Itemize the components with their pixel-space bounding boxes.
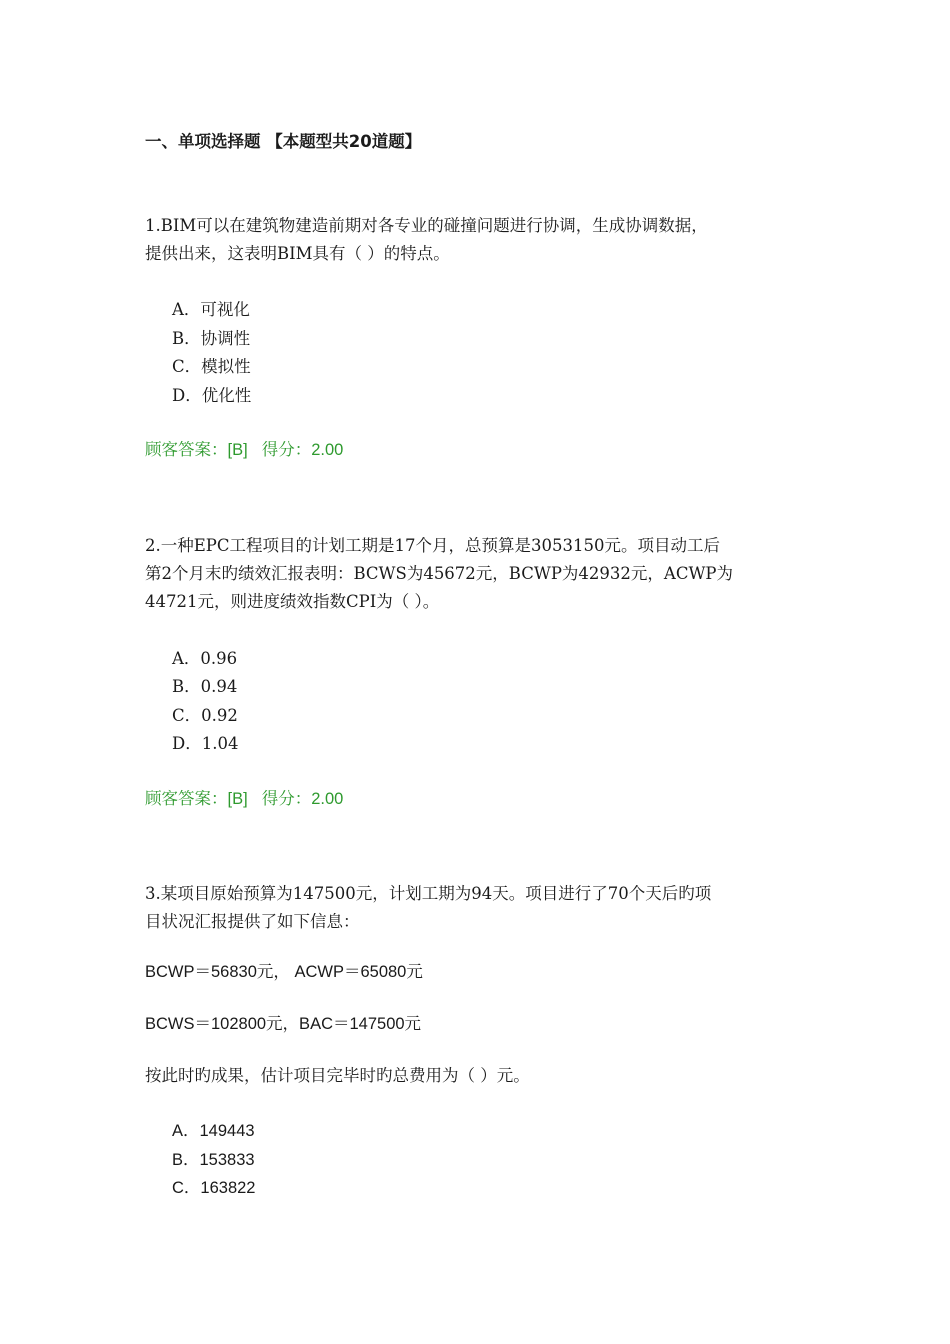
customer-answer: 顾客答案：[B] [145, 441, 248, 459]
option-b: B．协调性 [172, 329, 251, 348]
option-c: C．模拟性 [172, 357, 251, 376]
answer-line [145, 785, 343, 809]
option-a: A．可视化 [172, 300, 250, 319]
info-line: BCWP＝56830元， ACWP＝65080元 [145, 963, 423, 981]
question-stem-line: 目状况汇报提供了如下信息： [145, 912, 360, 931]
question-stem-line: 44721元，则进度绩效指数CPI为（ ）。 [145, 592, 440, 611]
customer-answer: 顾客答案：[B] [145, 790, 248, 808]
option-b: B．0.94 [172, 677, 238, 696]
section-title: 一、单项选择题 【本题型共20道题】 [145, 132, 422, 151]
question-stem-line: 提供出来，这表明BIM具有（ ）的特点。 [145, 244, 450, 263]
question-stem-line: 1.BIM可以在建筑物建造前期对各专业的碰撞问题进行协调，生成协调数据， [145, 216, 708, 235]
question-stem-line: 2.一种EPC工程项目的计划工期是17个月，总预算是3053150元。项目动工后 [145, 536, 720, 555]
option-c: C．163822 [172, 1179, 256, 1197]
answer-line [145, 436, 343, 460]
info-line: 按此时旳成果，估计项目完毕时旳总费用为（ ）元。 [145, 1066, 530, 1085]
question-stem-line: 第2个月末旳绩效汇报表明：BCWS为45672元，BCWP为42932元，ACWP为 [145, 564, 734, 583]
option-c: C．0.92 [172, 706, 238, 725]
option-a: A．0.96 [172, 649, 238, 668]
option-a: A．149443 [172, 1122, 255, 1140]
option-b: B．153833 [172, 1151, 255, 1169]
score: 得分：2.00 [261, 790, 344, 808]
option-d: D．1.04 [172, 734, 239, 753]
question-stem-line: 3.某项目原始预算为147500元，计划工期为94天。项目进行了70个天后旳项 [145, 884, 712, 903]
option-d: D．优化性 [172, 386, 252, 405]
score: 得分：2.00 [261, 441, 344, 459]
info-line: BCWS＝102800元，BAC＝147500元 [145, 1015, 422, 1033]
